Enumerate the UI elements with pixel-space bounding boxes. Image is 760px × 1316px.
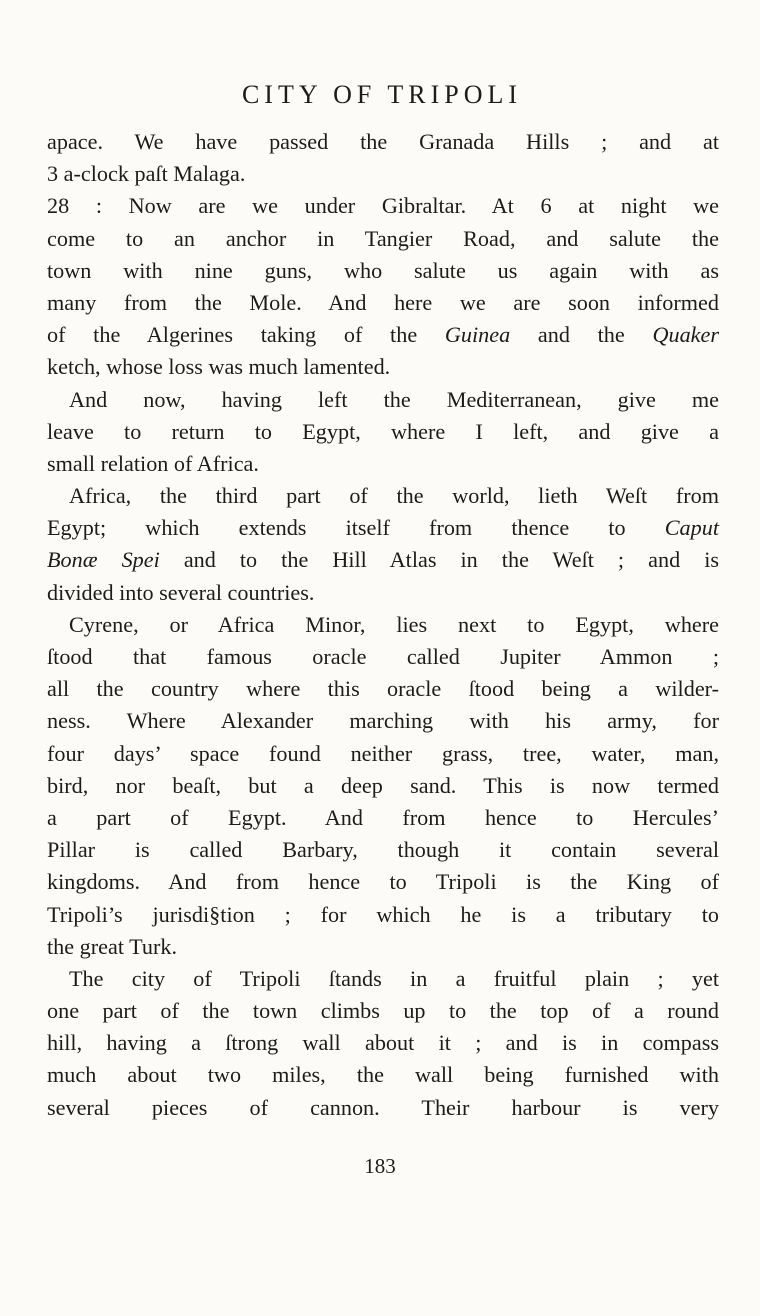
- text-line: ness. Where Alexander marching with his army, for: [47, 708, 719, 734]
- text-line: apace. We have passed the Granada Hills ; and at: [47, 129, 719, 154]
- text-line: Egypt; which extends itself from thence to Caput: [47, 515, 719, 541]
- text-line: one part of the town climbs up to the top of a round: [47, 998, 719, 1024]
- text-line: And now, having left the Mediterranean, give me: [69, 386, 719, 412]
- text-line: much about two miles, the wall being furnished with: [47, 1062, 719, 1088]
- text-line: ſtood that famous oracle called Jupiter Ammon ;: [47, 644, 719, 669]
- text-line: kingdoms. And from hence to Tripoli is the King of: [47, 869, 719, 895]
- text-line: many from the Mole. And here we are soon informed: [47, 289, 719, 315]
- running-header: CITY OF TRIPOLI: [241, 80, 523, 109]
- text-line: of the Algerines taking of the Guinea and the Quaker: [47, 322, 719, 348]
- text-line: 28 : Now are we under Gibraltar. At 6 at night we: [47, 193, 719, 219]
- page-number: 183: [364, 1154, 396, 1178]
- text-line: Pillar is called Barbary, though it contain several: [47, 837, 719, 863]
- text-line: 3 a-clock paſt Malaga.: [47, 161, 246, 187]
- text-line: small relation of Africa.: [47, 450, 259, 476]
- text-line: the great Turk.: [47, 933, 178, 959]
- text-line: Cyrene, or Africa Minor, lies next to Egypt, where: [69, 611, 719, 637]
- text-line: ketch, whose loss was much lamented.: [47, 354, 391, 380]
- text-line: bird, nor beaſt, but a deep sand. This is now termed: [47, 772, 719, 798]
- text-line: Bonæ Spei and to the Hill Atlas in the Weſt ; and is: [47, 547, 719, 573]
- text-line: Africa, the third part of the world, lieth Weſt from: [69, 483, 719, 509]
- text-line: four days’ space found neither grass, tree, water, man,: [47, 740, 719, 766]
- text-line: town with nine guns, who salute us again with as: [47, 257, 719, 283]
- text-line: Tripoli’s jurisdi§tion ; for which he is a tributary to: [47, 901, 719, 927]
- text-line: several pieces of cannon. Their harbour is very: [47, 1094, 719, 1120]
- text-line: The city of Tripoli ſtands in a fruitful plain ; yet: [69, 965, 719, 991]
- text-line: hill, having a ſtrong wall about it ; and is in compass: [47, 1030, 719, 1056]
- text-line: all the country where this oracle ſtood being a wilder-: [47, 676, 719, 702]
- text-line: leave to return to Egypt, where I left, and give a: [47, 418, 719, 444]
- text-line: divided into several countries.: [47, 579, 315, 605]
- text-line: come to an anchor in Tangier Road, and salute the: [47, 225, 719, 251]
- body-text: [47, 126, 719, 1124]
- text-line: a part of Egypt. And from hence to Hercules’: [47, 804, 719, 830]
